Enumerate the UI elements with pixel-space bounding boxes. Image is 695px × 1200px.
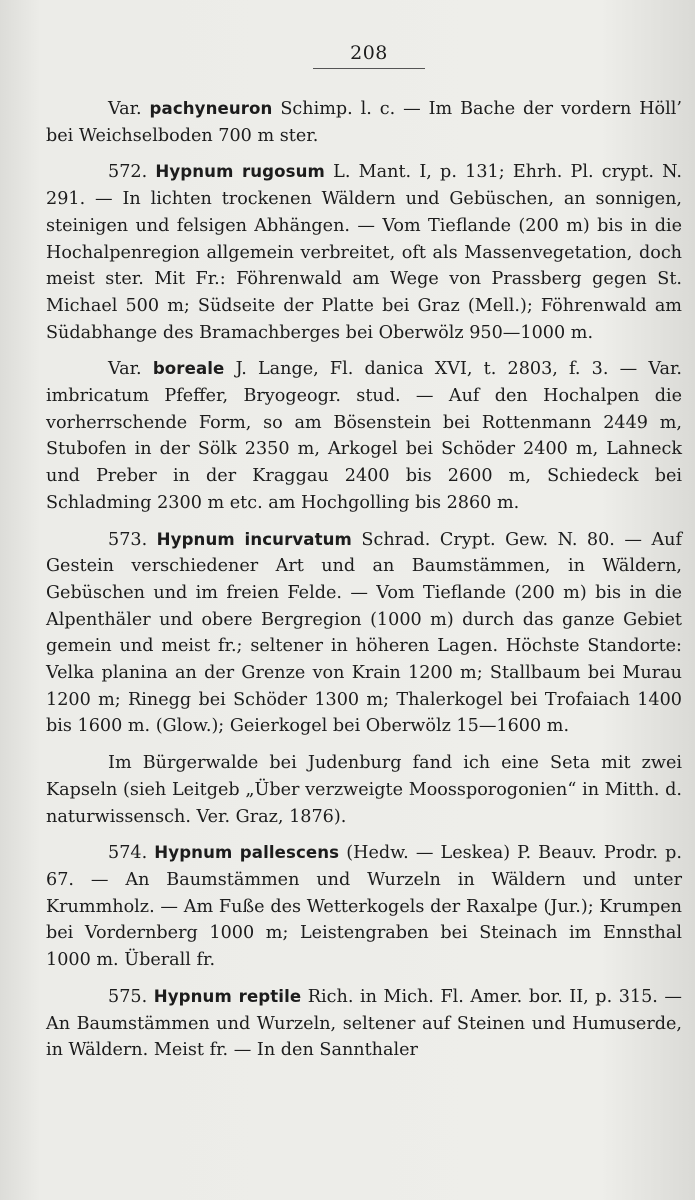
species-number: 574. bbox=[108, 843, 148, 864]
taxon-name: Hypnum incurvatum bbox=[156, 529, 352, 549]
paragraph-575-hypnum-reptile bbox=[46, 984, 682, 1064]
paragraph-lead: Var. bbox=[108, 99, 142, 119]
paragraph-573-hypnum-incurvatum bbox=[46, 527, 682, 741]
taxon-name: pachyneuron bbox=[149, 99, 273, 118]
paragraph-text: L. Mant. I, p. 131; Ehrh. Pl. crypt. N. 291. — In lichten trockenen Wäldern und Gebüschen, an sonnigen, steinigen und felsigen Abhängen. — Vom Tieflande (200 m) bis in die Hochalpenregion allgemein verbreitet, oft als Massenvegetation, doch meist ster. Mit Fr.: Föhrenwald am Wege von Prassberg gegen St. Michael 500 m; Südseite der Platte bei Graz (Mell.); Föhrenwald am Südabhange des Bramachberges bei Oberwölz 950—1000 m. bbox=[46, 162, 682, 343]
paragraph-text: Rich. in Mich. Fl. Amer. bor. II, p. 315. — An Baumstämmen und Wurzeln, seltener auf Steinen und Humuserde, in Wäldern. Meist fr. — In den Sannthaler bbox=[46, 986, 683, 1061]
taxon-name: boreale bbox=[152, 359, 225, 379]
paragraph-lead: Var. bbox=[108, 359, 142, 380]
taxon-name: Hypnum reptile bbox=[153, 986, 302, 1006]
paragraph-574-hypnum-pallescens bbox=[46, 840, 682, 974]
paragraph-572-hypnum-rugosum bbox=[46, 159, 682, 346]
paragraph-text: (Hedw. — Leskea) P. Beauv. Prodr. p. 67. — An Baumstämmen und Wurzeln in Wäldern und unter Krummholz. — Am Fuße des Wetterkogels der Raxalpe (Jur.); Krumpen bei Vordernberg 1000 m; Leistengraben bei Steinach im Ennsthal 1000 m. Überall fr. bbox=[46, 843, 682, 971]
species-number: 573. bbox=[108, 529, 148, 550]
paragraph-var-boreale bbox=[46, 356, 682, 516]
page-body bbox=[46, 96, 682, 1074]
header-rule bbox=[313, 68, 425, 69]
paragraph-buergerwalde-note bbox=[46, 750, 682, 830]
paragraph-text: Im Bürgerwalde bei Judenburg fand ich eine Seta mit zwei Kapseln (sieh Leitgeb „Über verzweigte Moossporogonien“ in Mitth. d. naturwissensch. Ver. Graz, 1876). bbox=[46, 753, 682, 827]
species-number: 575. bbox=[108, 986, 148, 1007]
taxon-name: Hypnum pallescens bbox=[154, 843, 340, 863]
species-number: 572. bbox=[108, 162, 148, 183]
paragraph-text: J. Lange, Fl. danica XVI, t. 2803, f. 3. — Var. imbricatum Pfeffer, Bryogeogr. stud. — Auf den Hochalpen die vorherrschende Form, so am Bösenstein bei Rottenmann 2449 m, Stubofen in der Sölk 2350 m, Arkogel bei Schöder 2400 m, Lahneck und Preber in der Kraggau 2400 bis 2600 m, Schiedeck bei Schladming 2300 m etc. am Hochgolling bis 2860 m. bbox=[46, 359, 683, 513]
paragraph-text: Schrad. Crypt. Gew. N. 80. — Auf Gestein verschiedener Art und an Baumstämmen, in Wäldern, Gebüschen und im freien Felde. — Vom Tieflande (200 m) bis in die Alpenthäler und obere Bergregion (1000 m) durch das ganze Gebiet gemein und meist fr.; seltener in höheren Lagen. Höchste Standorte: Velka planina an der Grenze von Krain 1200 m; Stallbaum bei Murau 1200 m; Rinegg bei Schöder 1300 m; Thalerkogel bei Trofaiach 1400 bis 1600 m. (Glow.); Geierkogel bei Oberwölz 15—1600 m. bbox=[46, 529, 682, 737]
taxon-name: Hypnum rugosum bbox=[155, 162, 325, 182]
paragraph-text: Schimp. l. c. — Im Bache der vordern Höll’ bei Weichselboden 700 m ster. bbox=[46, 99, 682, 146]
paragraph-var-pachyneuron bbox=[46, 96, 682, 149]
page-number: 208 bbox=[350, 42, 388, 64]
